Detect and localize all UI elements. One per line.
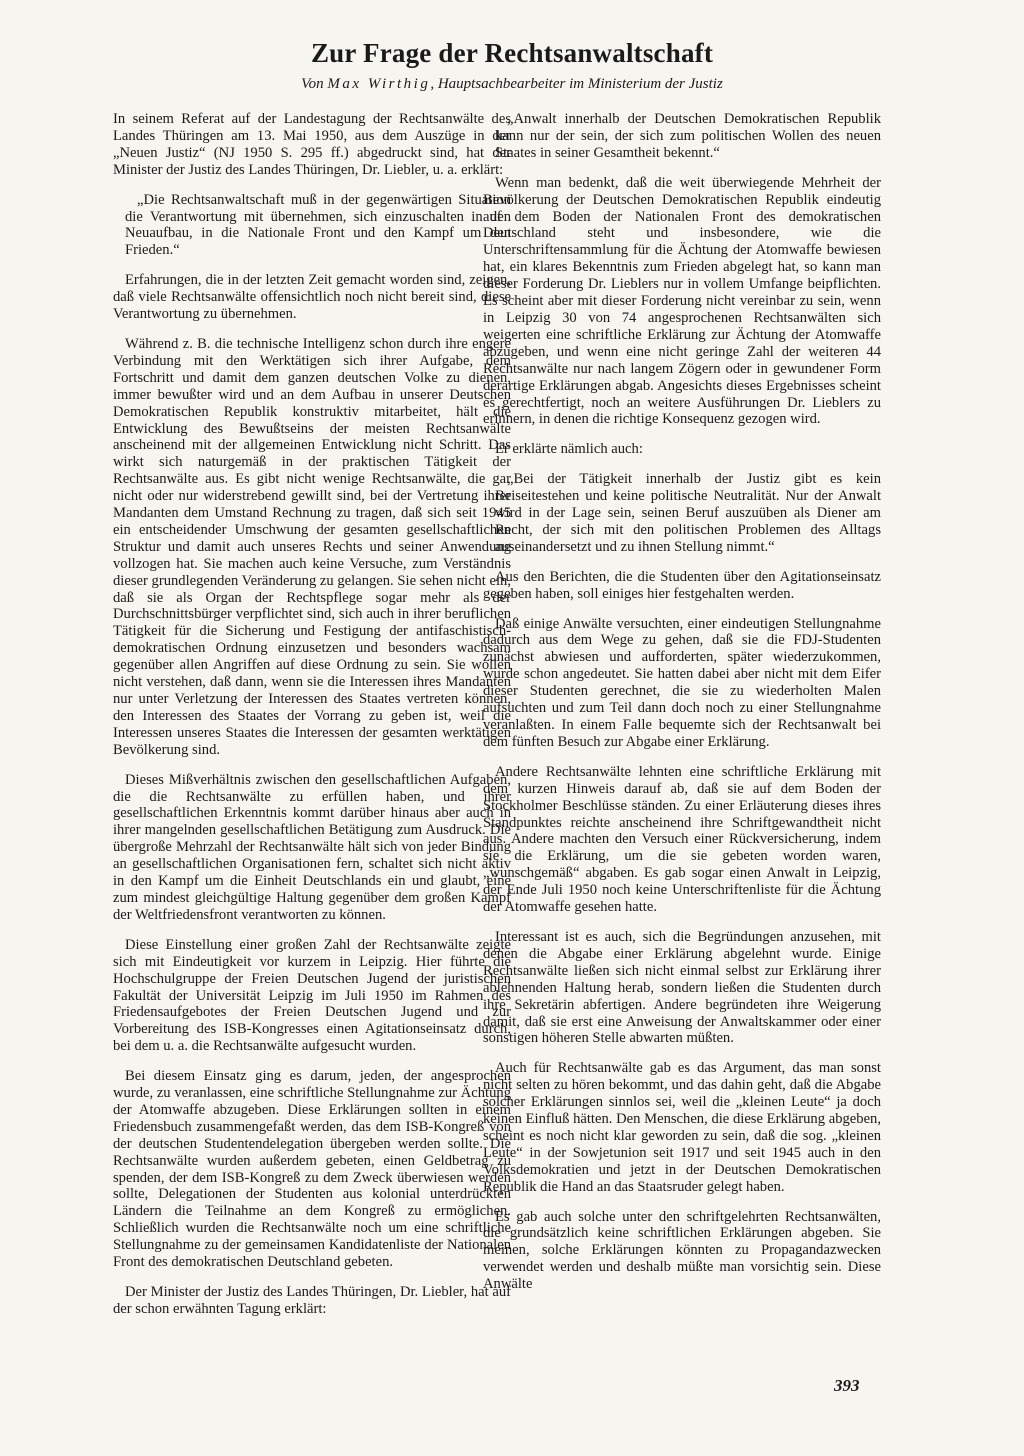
right-column (483, 111, 881, 1306)
paragraph: Andere Rechtsanwälte lehnten eine schriftliche Erklärung mit dem kurzen Hinweis darauf ab, daß sie auf dem Boden der Stockholmer Beschlüsse ständen. Zu einer Erläuterung dieses ihres Standpunktes reichte anscheinend ihre Schriftgewandtheit nicht aus. Andere machten den Versuch einer Rückversicherung, indem sie die Erklärung, um die sie gebeten worden waren, „wunschgemäß“ abgaben. Es gab sogar einen Anwalt in Leipzig, der Ende Juli 1950 noch keine Unterschriftenliste für die Ächtung der Atomwaffe gesehen hatte. (483, 763, 881, 916)
paragraph: Auch für Rechtsanwälte gab es das Argument, das man sonst nicht selten zu hören bekommt, und das dahin geht, daß die Abgabe solcher Erklärungen sinnlos sei, weil die „kleinen Leute“ ja doch keinen Einfluß hätten. Den Menschen, die diese Erklärung abgeben, scheint es noch nicht klar geworden zu sein, daß die sog. „kleinen Leute“ in der Sowjetunion seit 1917 und seit 1945 auch in den Volksdemokratien und jetzt in der Deutschen Demokratischen Republik die Hand an das Staatsruder gelegt haben. (483, 1060, 881, 1195)
paragraph: Diese Einstellung einer großen Zahl der Rechtsanwälte zeigte sich mit Eindeutigkeit vor kurzem in Leipzig. Hier führte die Hochschulgruppe der Freien Deutschen Jugend der juristischen Fakultät der Universität Leipzig im Juli 1950 im Rahmen des Friedensaufgebotes der Freien Deutschen Jugend und zur Vorbereitung des ISB-Kongresses einen Agitationseinsatz durch, bei dem u. a. die Rechtsanwälte aufgesucht wurden. (113, 936, 511, 1055)
author-position: , Hauptsachbearbeiter im Ministerium der Justiz (430, 76, 723, 92)
byline-prefix: Von (301, 76, 324, 92)
page-number: 393 (834, 1376, 860, 1395)
quote-paragraph: „Bei der Tätigkeit innerhalb der Justiz gibt es kein Beiseitestehen und keine politische Neutralität. Nur der Anwalt wird in der Lage sein, seinen Beruf auszuüben als Diener am Recht, der sich mit den politischen Problemen des Alltags auseinandersetzt und zu ihnen Stellung nimmt.“ (495, 471, 881, 555)
paragraph: Der Minister der Justiz des Landes Thüringen, Dr. Liebler, hat auf der schon erwähnten Tagung erklärt: (113, 1284, 511, 1317)
paragraph: Bei diesem Einsatz ging es darum, jeden, der angesprochen wurde, zu veranlassen, eine schriftliche Stellungnahme zur Ächtung der Atomwaffe abzugeben. Diese Erklärungen sollten in einem Friedensbuch zusammengefaßt werden, das dem ISB-Kongreß von der deutschen Studentendelegation übergeben werden sollte. Die Rechtsanwälte wurden außerdem gebeten, einen Geldbetrag zu spenden, der dem ISB-Kongreß zu dem Zweck überwiesen werden sollte, Delegationen der Studenten aus kolonial unterdrückten Ländern die Teilnahme an dem Kongreß zu ermöglichen. Schließlich wurden die Rechtsanwälte noch um eine schriftliche Stellungnahme zu der gemeinsamen Kandidatenliste der Nationalen Front des demokratischen Deutschland gebeten. (113, 1068, 511, 1271)
quote-paragraph: „Die Rechtsanwaltschaft muß in der gegenwärtigen Situation die Verantwortung mit übernehmen, sich einzuschalten in den Neuaufbau, in die Nationale Front und den Kampf um den Frieden.“ (125, 191, 511, 259)
quote-paragraph: „Anwalt innerhalb der Deutschen Demokratischen Republik kann nur der sein, der sich zum politischen Wollen des neuen Staates in seiner Gesamtheit bekennt.“ (495, 111, 881, 161)
paragraph: Daß einige Anwälte versuchten, einer eindeutigen Stellungnahme dadurch aus dem Wege zu gehen, daß sie die FDJ-Studenten zunächst abwiesen und aufforderten, später wiederzukommen, wurde schon angedeutet. Sie hatten dabei aber nicht mit dem Eifer dieser Studenten gerechnet, die sie zu wiederholten Malen aufsuchten und zum Teil dann doch noch zu einer Stellungnahme veranlaßten. In einem Falle bequemte sich der Rechtsanwalt bei dem fünften Besuch zur Abgabe einer Erklärung. (483, 615, 881, 750)
left-column (113, 111, 511, 1331)
paragraph: Aus den Berichten, die die Studenten über den Agitationseinsatz gegeben haben, soll einiges hier festgehalten werden. (483, 568, 881, 602)
author-name: Max Wirthig (327, 76, 431, 92)
paragraph: Er erklärte nämlich auch: (495, 441, 643, 458)
article-byline (0, 76, 1024, 93)
article-title: Zur Frage der Rechtsanwaltschaft (310, 38, 714, 68)
paragraph: In seinem Referat auf der Landestagung der Rechtsanwälte des Landes Thüringen am 13. Mai 1950, aus dem Auszüge in der „Neuen Justiz“ (NJ 1950 S. 295 ff.) abgedruckt sind, hat der Minister der Justiz des Landes Thüringen, Dr. Liebler, u. a. erklärt: (113, 111, 511, 178)
paragraph: Interessant ist es auch, sich die Begründungen anzusehen, mit denen die Abgabe einer Erklärung abgelehnt wurde. Einige Rechtsanwälte ließen sich nicht einmal selbst zur Erklärung ihrer ablehnenden Haltung herab, sondern ließen die Studenten durch ihre Sekretärin abfertigen. Andere begründeten ihre Weigerung damit, daß sie erst eine Anweisung der Anwaltskammer oder einer sonstigen höheren Stelle abwarten müßten. (483, 928, 881, 1047)
paragraph: Dieses Mißverhältnis zwischen den gesellschaftlichen Aufgaben, die die Rechtsanwälte zu erfüllen haben, und ihrer gesellschaftlichen Erkenntnis kommt darüber hinaus aber auch in ihrer mangelnden gesellschaftlichen Betätigung zum Ausdruck. Die übergroße Mehrzahl der Rechtsanwälte hält sich von jeder Bindung an gesellschaftlichen Organisationen fern, schaltet sich nicht aktiv in den Kampf um die Einheit Deutschlands ein und glaubt, eine zum mindest gleichgültige Haltung gegenüber dem großen Kampf der Weltfriedensfront verantworten zu können. (113, 771, 511, 923)
paragraph: Wenn man bedenkt, daß die weit überwiegende Mehrheit der Bevölkerung der Deutschen Demokratischen Republik eindeutig auf dem Boden der Nationalen Front des demokratischen Deutschland steht und insbesondere, wie die Unterschriftensammlung für die Ächtung der Atomwaffe bewiesen hat, ein klares Bekenntnis zum Frieden abgelegt hat, so kann man dieser Forderung Dr. Lieblers nur in vollem Umfange beipflichten. Es scheint aber mit dieser Forderung nicht vereinbar zu sein, wenn in Leipzig 30 von 74 angesprochenen Rechtsanwälten sich weigerten eine schriftliche Erklärung zur Ächtung der Atomwaffe abzugeben, und wenn eine nicht geringe Zahl der weiteren 44 Rechtsanwälte nur nach langem Zögern oder in gewundener Form derartige Erklärungen abgab. Angesichts dieses Ergebnisses scheint es gerechtfertigt, noch an weitere Ausführungen Dr. Lieblers zu erinnern, in denen die richtige Konsequenz gezogen wird. (483, 174, 881, 428)
paragraph: Während z. B. die technische Intelligenz schon durch ihre engere Verbindung mit den Werktätigen sich ihrer Aufgabe, dem Fortschritt und damit dem ganzen deutschen Volke zu dienen, immer bewußter wird und an dem Aufbau in unserer Deutschen Demokratischen Republik konstruktiv mitarbeitet, hält die Entwicklung des Bewußtseins der meisten Rechtsanwälte anscheinend mit der allgemeinen Entwicklung nicht Schritt. Das wirkt sich naturgemäß in der praktischen Tätigkeit der Rechtsanwälte aus. Es gibt nicht wenige Rechtsanwälte, die gar nicht oder nur widerstrebend gewillt sind, bei der Vertretung ihrer Mandanten dem Umstand Rechnung zu tragen, daß sich seit 1945 ein entscheidender Umschwung der gesamten gesellschaftlichen Struktur und damit auch unseres Rechts und seiner Anwendung vollzogen hat. Sie machen auch keine Versuche, zum Verständnis dieser grundlegenden Veränderung zu gelangen. Sie sehen nicht ein, daß sie als Organ der Rechtspflege sogar mehr als der Durchschnittsbürger verpflichtet sind, sich auch in ihrer beruflichen Tätigkeit für die Sicherung und Festigung der antifaschistisch-demokratischen Ordnung einzusetzen und besonders wachsam gegenüber allen Angriffen auf diese Ordnung zu sein. Sie wollen nicht verstehen, daß dann, wenn sie die Interessen ihres Mandanten nur unter Verletzung der Interessen des Staates vertreten können, den Interessen des Staates der Vorrang zu geben ist, weil die Interessen unseres Staates die Interessen der gesamten werktätigen Bevölkerung sind. (113, 335, 511, 758)
paragraph: Erfahrungen, die in der letzten Zeit gemacht worden sind, zeigen, daß viele Rechtsanwälte offensichtlich noch nicht bereit sind, diese Verantwortung zu übernehmen. (113, 272, 511, 323)
paragraph: Es gab auch solche unter den schriftgelehrten Rechtsanwälten, die grundsätzlich keine schriftlichen Erklärungen abgeben. Sie meinen, solche Erklärungen könnten zu Propagandazwecken verwendet werden und deshalb müßte man vorsichtig sein. Diese Anwälte (483, 1208, 881, 1293)
